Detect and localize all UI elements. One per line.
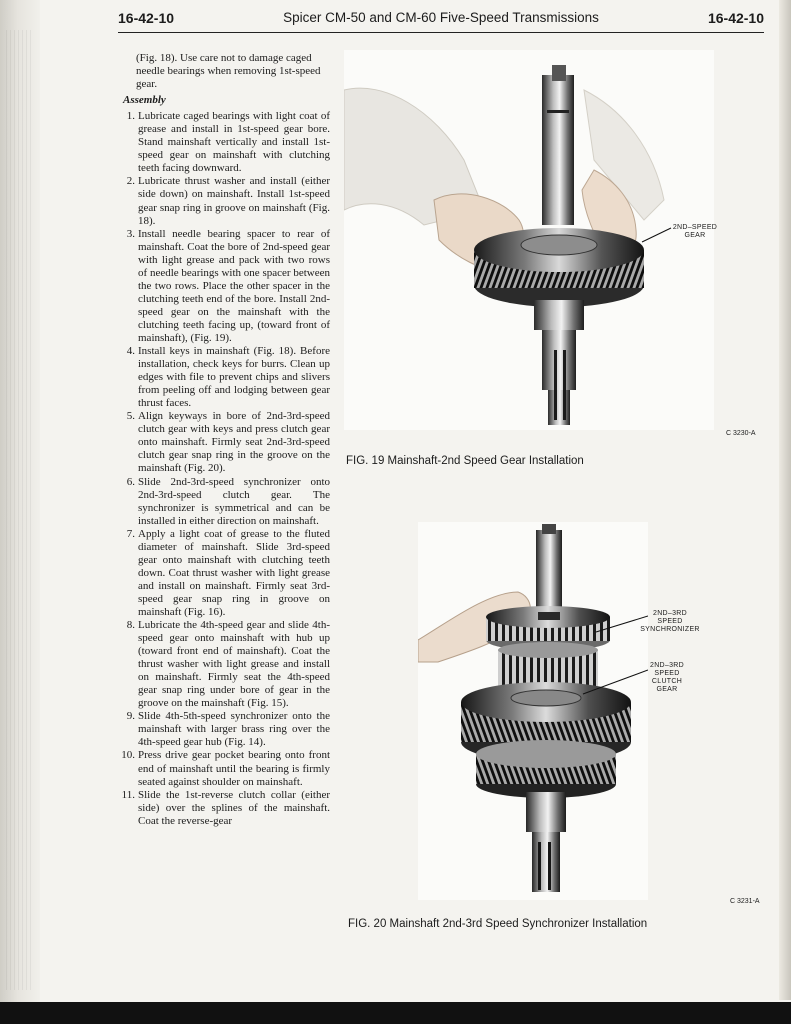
step-item [120,175,330,227]
step-item [120,476,330,528]
page-right-edge [779,0,791,1000]
callout-line: GEAR [656,686,678,693]
step-item [120,110,330,175]
callout-line: SYNCHRONIZER [640,626,700,633]
step-number: 7. [126,527,135,540]
step-text: Install needle bearing spacer to rear of mainshaft. Coat the bore of 2nd-speed gear with light grease and pack with two rows of needle bearings with one spacer between the two rows. Place the other spacer in the clutching teeth end of the bore. Install 2nd-speed gear on the mainshaft with the clutching teeth facing up, (toward front of mainshaft), (Fig. 19). [138,227,330,344]
step-number: 6. [126,475,135,488]
page-header [118,10,764,33]
step-number: 4. [126,345,135,358]
step-text: Slide 4th-5th-speed synchronizer onto the mainshaft with larger brass ring over the 4th-speed gear hub (Fig. 14). [138,710,330,749]
figure-19-photo [344,50,714,430]
step-item [120,710,330,749]
step-number: 8. [126,619,135,632]
step-item [120,228,330,345]
figure-19-caption: FIG. 19 Mainshaft-2nd Speed Gear Installation [346,455,584,467]
figure-19-code: C 3230-A [726,430,756,437]
text-column [120,52,330,828]
callout-2nd-speed-gear [670,224,720,240]
step-text: Slide 2nd-3rd-speed synchronizer onto 2nd-3rd-speed clutch gear. The synchronizer is symmetrical and can be installed in either direction on mainshaft. [138,475,330,527]
figure-20-caption: FIG. 20 Mainshaft 2nd-3rd Speed Synchronizer Installation [348,918,648,930]
step-item [120,619,330,710]
step-item [120,528,330,619]
step-number: 5. [126,410,135,423]
callout-line: 2ND–3RD [653,610,687,617]
step-text: Install keys in mainshaft (Fig. 18). Before installation, check keys for burrs. Clean up edges with file to prevent chips and slivers from peeling off and lodging between gear thrust faces. [138,345,330,410]
intro-paragraph: (Fig. 18). Use care not to damage caged needle bearings when removing 1st-speed gear. [136,52,321,91]
step-item [120,410,330,475]
step-number: 3. [126,227,135,240]
step-item [120,789,330,828]
step-text: Lubricate the 4th-speed gear and slide 4th-speed gear onto mainshaft with hub up (toward front end of mainshaft). Coat the thrust washer with light grease and install on mainshaft. Firmly seat the 4th-speed gear snap ring under bore of gear in the groove on the mainshaft (Fig. 15). [138,619,330,710]
figure-20-photo [418,522,648,900]
callout-line: SPEED [657,618,683,625]
callout-line: 2ND–SPEED [672,224,718,231]
step-text: Lubricate thrust washer and install (either side down) on mainshaft. Install 1st-speed gear snap ring in groove on mainshaft (Fig. 18). [138,175,330,227]
step-text: Slide the 1st-reverse clutch collar (either side) over the splines of the mainshaft. Coat the reverse-gear [138,788,330,827]
step-number: 1. [126,110,135,123]
step-number: 11. [121,788,135,801]
figure-20-code: C 3231-A [730,898,760,905]
step-text: Lubricate caged bearings with light coat of grease and install in 1st-speed gear bore. Stand mainshaft vertically and install 1st-speed gear on mainshaft with clutching teeth facing downward. [138,110,330,175]
page-title: Spicer CM-50 and CM-60 Five-Speed Transmissions [283,10,599,25]
callout-2nd-3rd-speed-clutch-gear [643,662,691,694]
scan-bottom-border [0,1002,791,1024]
assembly-steps-list [120,110,330,828]
assembly-heading: Assembly [123,94,166,107]
step-number: 9. [126,710,135,723]
step-item [120,345,330,410]
page-number-right: 16-42-10 [707,10,764,26]
page-binding-edge [0,0,40,1024]
step-text: Align keyways in bore of 2nd-3rd-speed clutch gear with keys and press clutch gear onto mainshaft. Firmly seat 2nd-3rd-speed clutch gear snap ring in the groove on the mainshaft (Fig. 20). [138,410,330,475]
callout-line: GEAR [684,232,706,239]
callout-2nd-3rd-speed-synchronizer [636,610,704,634]
step-text: Apply a light coat of grease to the fluted diameter of mainshaft. Slide 3rd-speed gear onto mainshaft with clutching teeth down. Coat thrust washer with light grease and install on mainshaft. Firmly seat 3rd-speed gear snap ring in groove on mainshaft (Fig. 16). [138,527,330,618]
callout-line: SPEED [654,670,680,677]
step-number: 2. [126,175,135,188]
step-number: 10. [121,749,135,762]
callout-line: CLUTCH [651,678,683,685]
page-number-left: 16-42-10 [118,10,175,26]
step-item [120,749,330,788]
callout-line: 2ND–3RD [650,662,684,669]
step-text: Press drive gear pocket bearing onto front end of mainshaft until the bearing is firmly seated against shoulder on mainshaft. [138,749,330,788]
